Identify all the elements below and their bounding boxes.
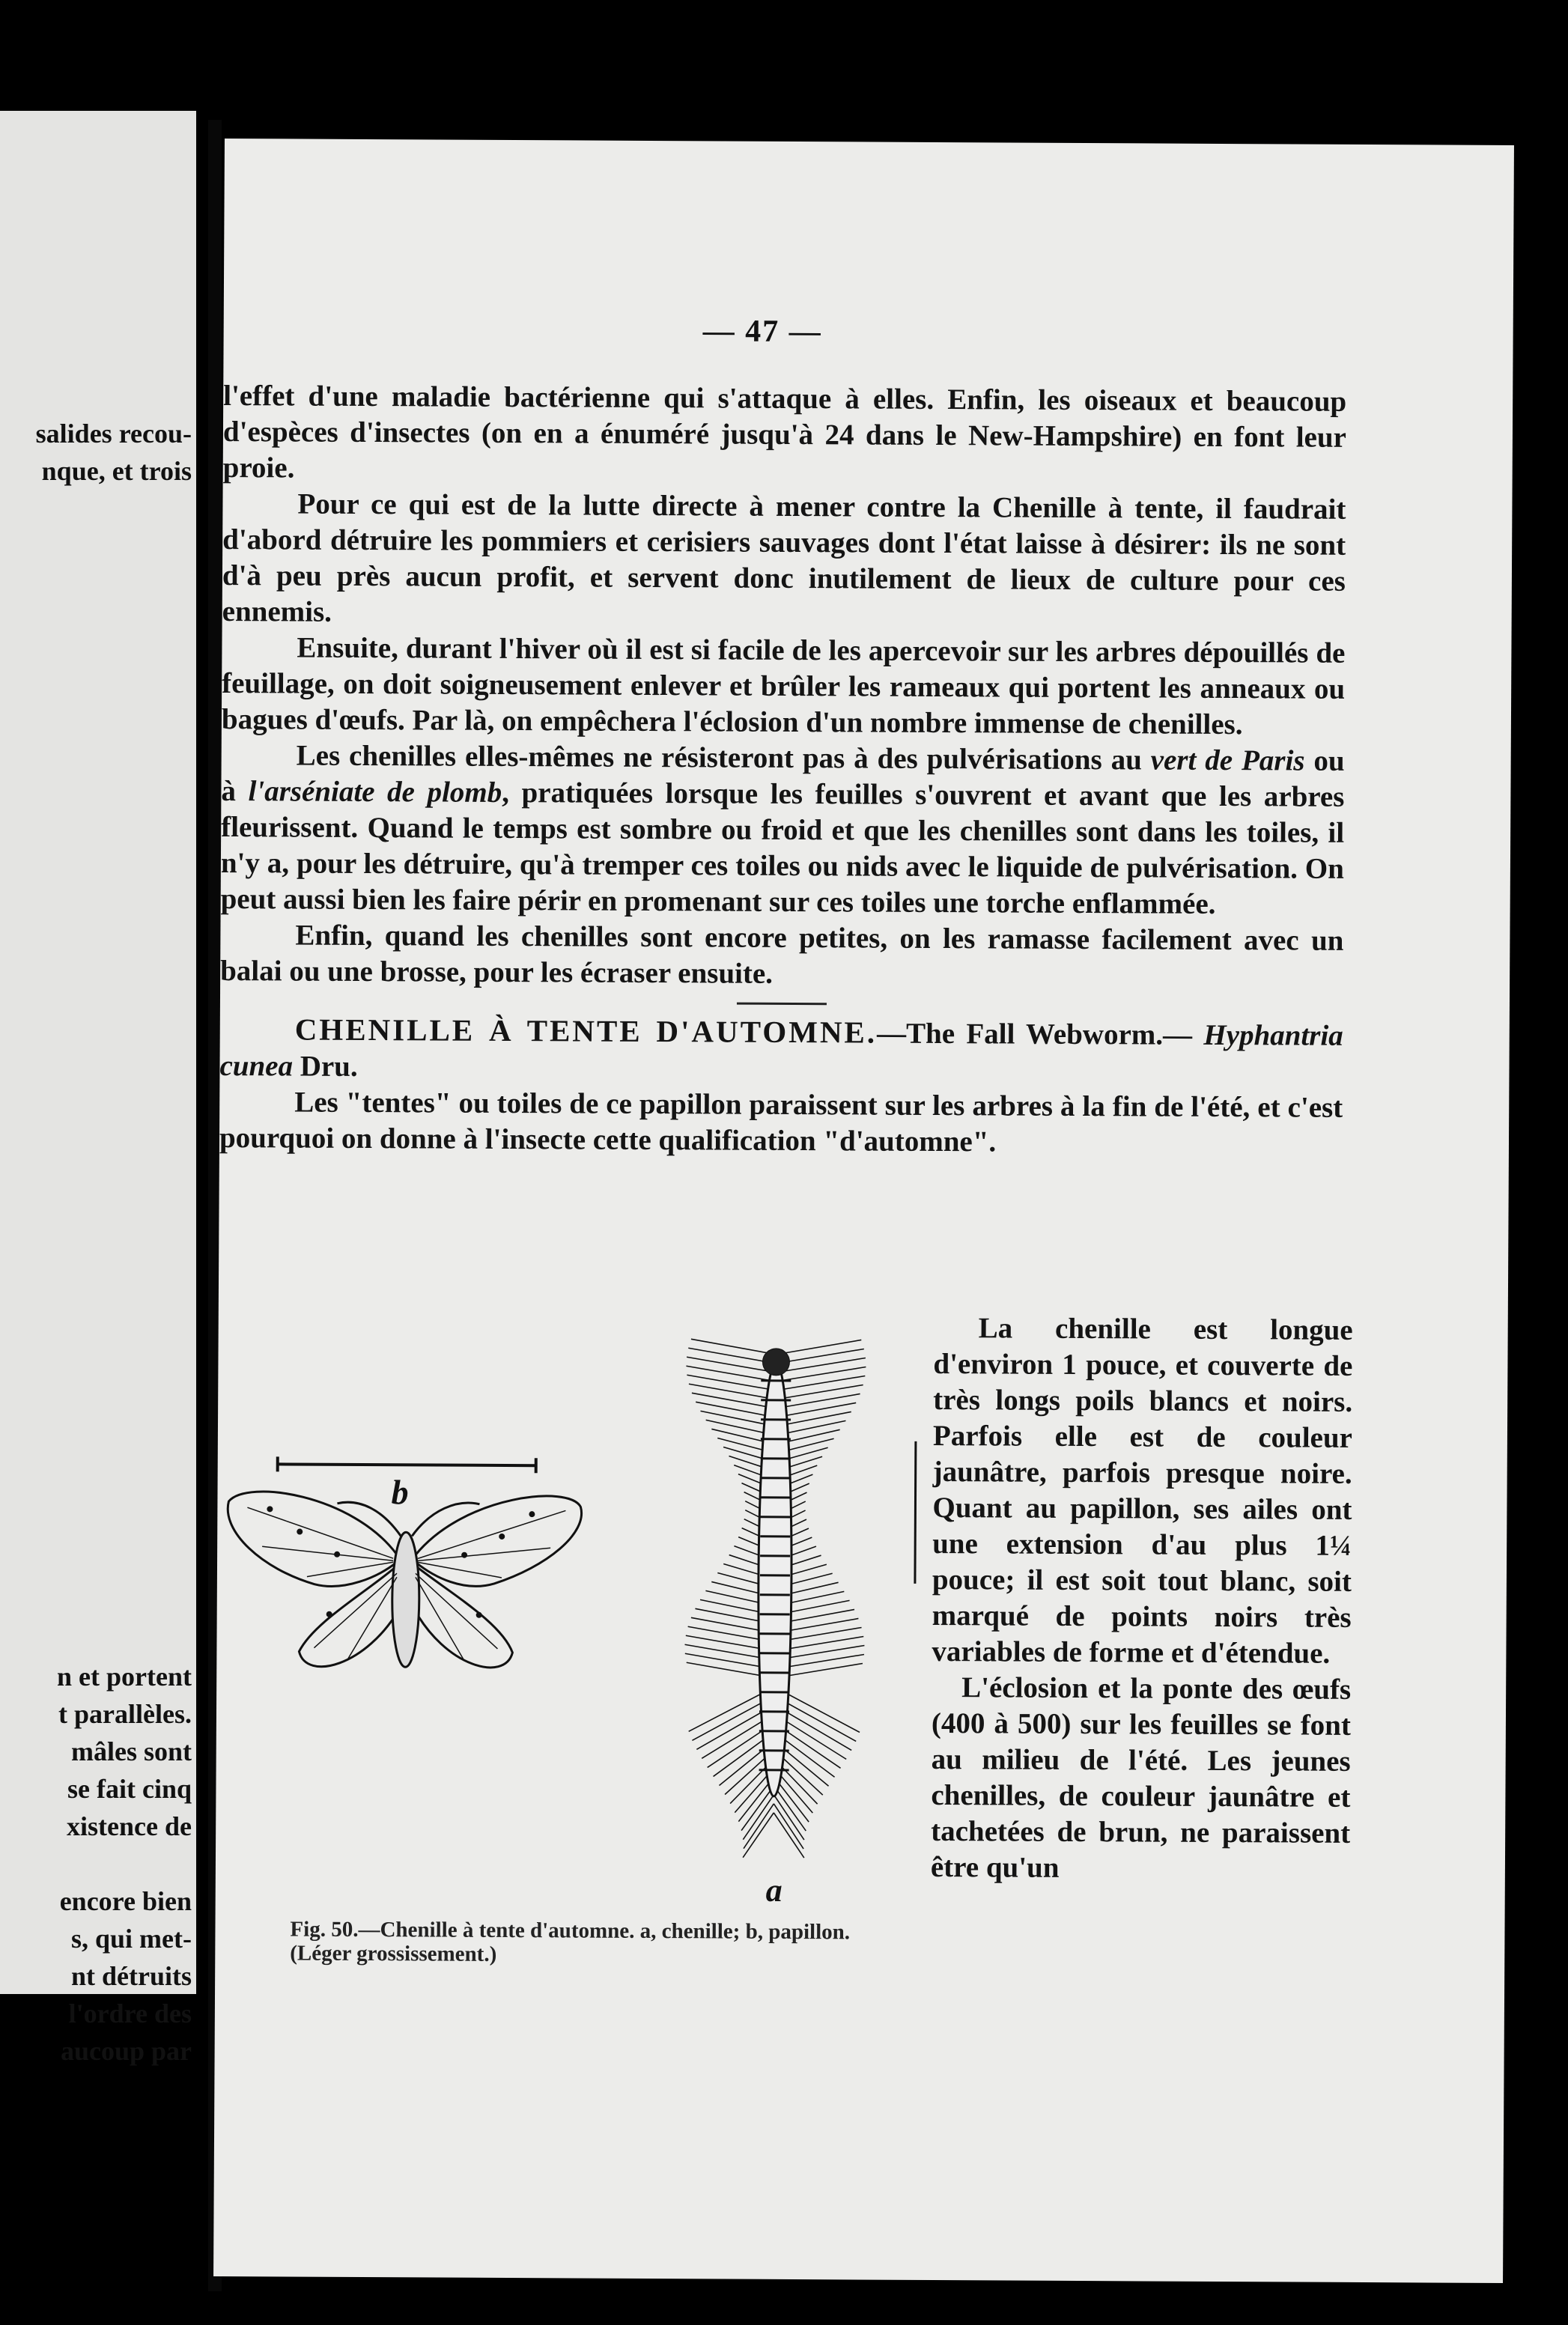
scale-bar-a [915, 1441, 916, 1584]
italic-term: l'arséniate de plomb [248, 775, 502, 809]
text-run: Les chenilles elles-mêmes ne résisteront pas à des pulvérisations au [296, 739, 1151, 776]
page-number: — 47 — [702, 314, 822, 350]
figure-illustration [214, 1307, 923, 2134]
paragraph: La chenille est longue d'environ 1 pouce, et couverte de très longs poils blancs et noirs. Parfois elle est de couleur jaunâtre, parfois presque noire. Quant au papillon, ses ailes ont une extension d'au plus 1¼ pouce; il est soit tout blanc, soit marqué de points noirs très variables de forme et d'étendue. [932, 1312, 1353, 1670]
side-text-column [931, 1310, 1353, 1888]
left-line: s, qui met- [71, 1924, 192, 1954]
heading-author: Dru. [292, 1050, 358, 1083]
moth-icon [227, 1492, 582, 1668]
left-page-fragment [0, 111, 196, 2066]
paragraph: Pour ce qui est de la lutte directe à mener contre la Chenille à tente, il faudrait d'abord détruire les pommiers et cerisiers sauvages dont l'état laisse à désirer: ils ne sont d'à peu près aucun profit, et servent donc inutilement de lieux de culture pour ces ennemis. [222, 487, 1346, 628]
left-line: xistence de [67, 1811, 192, 1841]
figure-label-b: b [391, 1473, 409, 1512]
caterpillar-icon [684, 1339, 866, 1858]
heading-english: —The Fall Webworm.— [876, 1017, 1193, 1051]
left-line: nque, et trois [41, 456, 192, 486]
heading-title: CHENILLE À TENTE D'AUTOMNE. [294, 1012, 878, 1050]
paragraph: Les "tentes" ou toiles de ce papillon paraissent sur les arbres à la fin de l'été, et c'est pourquoi on donne à l'insecte cette qualification "d'automne". [219, 1086, 1343, 1158]
text-run: ou à [221, 744, 1345, 808]
paragraph: L'éclosion et la ponte des œufs (400 à 500) sur les feuilles se font au milieu de l'été. Les jeunes chenilles, de couleur jaunâtre et tachetées de brun, ne paraissent être qu'un [930, 1671, 1352, 1884]
paragraph: Enfin, quand les chenilles sont encore petites, on les ramasse facilement avec un balai ou une brosse, pour les écraser ensuite. [220, 919, 1344, 990]
heading-latin-name: Hyphantria cunea [219, 1018, 1343, 1083]
text-run: , pratiquées lorsque les feuilles s'ouvrent et avant que les arbres fleurissent. Quand le temps est sombre ou froid et que les chenilles sont dans les toiles, il n'y a, pour les détruire, qu'à tremper ces toiles ou nids avec le liquide de pulvérisation. On peut aussi bien les faire périr en promenant sur ces toiles une torche enflammée. [220, 776, 1345, 920]
main-text-column [219, 378, 1346, 1162]
left-line: nt détruits [71, 1961, 192, 1991]
italic-term: vert de Paris [1150, 744, 1305, 777]
scale-bar-b [278, 1464, 536, 1465]
figure-caption: Fig. 50.—Chenille à tente d'automne. a, chenille; b, papillon. (Léger grossissement.) [290, 1917, 851, 1966]
left-line: salides recou- [35, 419, 192, 449]
paragraph-with-italics [221, 738, 1345, 923]
section-heading [219, 1011, 1343, 1090]
left-line: n et portent [57, 1662, 192, 1692]
left-line: aucoup par [60, 2036, 192, 2066]
left-line: l'ordre des [68, 1999, 192, 2028]
left-line: encore bien [59, 1886, 192, 1916]
paragraph: Ensuite, durant l'hiver où il est si facile de les apercevoir sur les arbres dépouillés de feuillage, on doit soigneusement enlever et brûler les rameaux qui portent les anneaux ou bagues d'œufs. Par là, on empêchera l'éclosion d'un nombre immense de chenilles. [221, 631, 1346, 741]
book-page [213, 139, 1514, 2283]
figure-label-a: a [765, 1871, 783, 1909]
moth-and-caterpillar-illustration [216, 1307, 923, 1924]
left-line: t parallèles. [58, 1699, 192, 1729]
section-divider [737, 1003, 827, 1006]
paragraph: l'effet d'une maladie bactérienne qui s'attaque à elles. Enfin, les oiseaux et beaucoup d'espèces d'insectes (on en a énuméré jusqu'à 24 dans le New-Hampshire) en font leur proie. [222, 379, 1347, 484]
left-line: se fait cinq [67, 1774, 192, 1804]
left-line: mâles sont [71, 1736, 192, 1766]
